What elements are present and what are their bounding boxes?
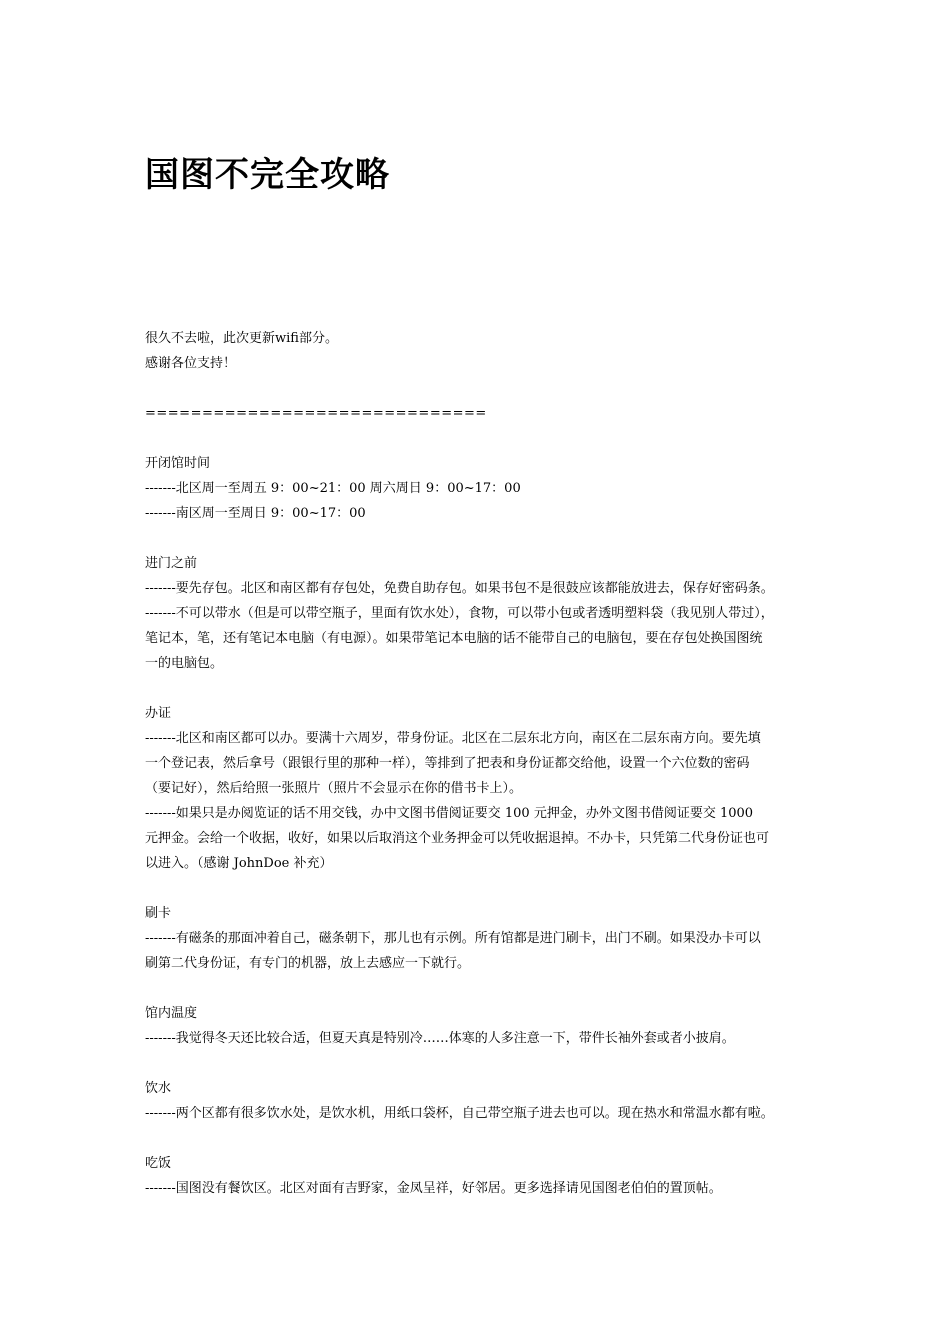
spacer bbox=[145, 426, 825, 451]
section-heading: 饮水 bbox=[145, 1081, 172, 1096]
section-line: （要记好），然后给照一张照片（照片不会显示在你的借书卡上）。 bbox=[145, 781, 523, 796]
spacer bbox=[145, 1051, 825, 1076]
section-line: 刷第二代身份证，有专门的机器，放上去感应一下就行。 bbox=[145, 956, 471, 971]
spacer bbox=[145, 876, 825, 901]
section-line: -------有磁条的那面冲着自己，磁条朝下，那儿也有示例。所有馆都是进门刷卡，出门不刷。如果没办卡可以 bbox=[145, 931, 761, 946]
section-line: -------国图没有餐饮区。北区对面有吉野家，金凤呈祥，好邻居。更多选择请见国图老伯伯的置顶帖。 bbox=[145, 1181, 722, 1196]
section-line: -------我觉得冬天还比较合适，但夏天真是特别冷……体寒的人多注意一下，带件长袖外套或者小披肩。 bbox=[145, 1031, 735, 1046]
separator-line: ============================== bbox=[145, 406, 487, 421]
spacer bbox=[145, 1126, 825, 1151]
section-heading: 办证 bbox=[145, 706, 172, 721]
spacer bbox=[145, 526, 825, 551]
section-heading: 馆内温度 bbox=[145, 1006, 198, 1021]
section-line: 一个登记表，然后拿号（跟银行里的那种一样），等排到了把表和身份证都交给他，设置一个六位数的密码 bbox=[145, 756, 750, 771]
section-heading: 开闭馆时间 bbox=[145, 456, 211, 471]
section-line: 以进入。（感谢 JohnDoe 补充） bbox=[145, 856, 333, 871]
section-line: -------要先存包。北区和南区都有存包处，免费自助存包。如果书包不是很鼓应该都能放进去，保存好密码条。 bbox=[145, 581, 774, 596]
intro-line: 很久不去啦，此次更新wifi部分。 bbox=[145, 331, 338, 346]
section-line: -------不可以带水（但是可以带空瓶子，里面有饮水处），食物，可以带小包或者透明塑料袋（我见别人带过）， bbox=[145, 606, 774, 621]
spacer bbox=[145, 976, 825, 1001]
section-line: -------南区周一至周日 9：00~17：00 bbox=[145, 506, 366, 521]
section-line: -------北区和南区都可以办。要满十六周岁，带身份证。北区在二层东北方向，南区在二层东南方向。要先填 bbox=[145, 731, 761, 746]
spacer bbox=[145, 376, 825, 401]
section-line: 一的电脑包。 bbox=[145, 656, 224, 671]
document-body bbox=[145, 326, 825, 1201]
section-line: -------两个区都有很多饮水处，是饮水机，用纸口袋杯，自己带空瓶子进去也可以。现在热水和常温水都有啦。 bbox=[145, 1106, 774, 1121]
section-line: -------如果只是办阅览证的话不用交钱，办中文图书借阅证要交 100 元押金，办外文图书借阅证要交 1000 bbox=[145, 806, 754, 821]
intro-line: 感谢各位支持！ bbox=[145, 356, 237, 371]
spacer bbox=[145, 676, 825, 701]
section-heading: 进门之前 bbox=[145, 556, 198, 571]
section-line: -------北区周一至周五 9：00~21：00 周六周日 9：00~17：00 bbox=[145, 481, 521, 496]
document-title: 国图不完全攻略 bbox=[145, 155, 390, 195]
section-line: 元押金。会给一个收据，收好，如果以后取消这个业务押金可以凭收据退掉。不办卡，只凭第二代身份证也可 bbox=[145, 831, 770, 846]
section-heading: 吃饭 bbox=[145, 1156, 172, 1171]
section-line: 笔记本，笔，还有笔记本电脑（有电源）。如果带笔记本电脑的话不能带自己的电脑包，要在存包处换国图统 bbox=[145, 631, 763, 646]
section-heading: 刷卡 bbox=[145, 906, 172, 921]
